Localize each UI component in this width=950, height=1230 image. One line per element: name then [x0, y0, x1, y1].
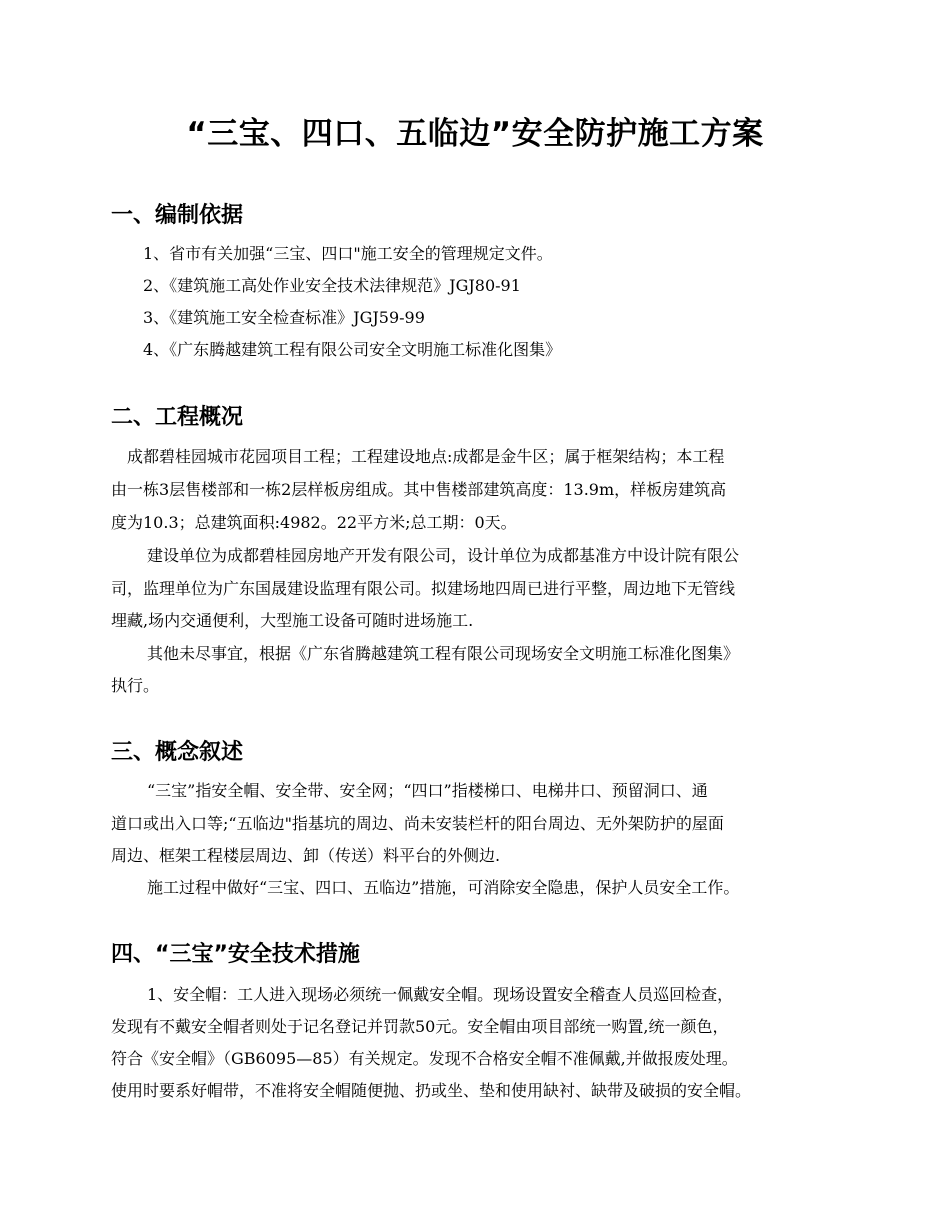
paragraph-line: 3、《建筑施工安全检查标准》JGJ59-99: [143, 308, 425, 327]
paragraph-line: 执行。: [111, 676, 160, 695]
paragraph-line: 1、省市有关加强“三宝、四口"施工安全的管理规定文件。: [143, 244, 553, 263]
paragraph-line: 度为10.3；总建筑面积:4982。22平方米;总工期：0天。: [111, 513, 517, 532]
paragraph-line: 2、《建筑施工高处作业安全技术法律规范》JGJ80-91: [143, 276, 521, 295]
paragraph-line: 埋藏,场内交通便利，大型施工设备可随时进场施工.: [111, 611, 474, 630]
paragraph-line: 发现有不戴安全帽者则处于记名登记并罚款50元。安全帽由项目部统一购置,统一颜色，: [111, 1017, 729, 1036]
paragraph-line: 符合《安全帽》（GB6095—85）有关规定。发现不合格安全帽不准佩戴,并做报废处理。: [111, 1049, 738, 1068]
paragraph-line: 道口或出入口等;“五临边"指基坑的周边、尚未安装栏杆的阳台周边、无外架防护的屋面: [111, 814, 724, 833]
paragraph-line: “三宝”指安全帽、安全带、安全网；“四口”指楼梯口、电梯井口、预留洞口、通: [147, 781, 708, 800]
paragraph-line: 由一栋3层售楼部和一栋2层样板房组成。其中售楼部建筑高度：13.9m，样板房建筑高: [111, 480, 727, 499]
section-heading-concepts: 三、概念叙述: [111, 740, 244, 765]
paragraph-line: 成都碧桂园城市花园项目工程；工程建设地点:成都是金牛区；属于框架结构；本工程: [127, 447, 725, 466]
paragraph-line: 其他未尽事宜，根据《广东省腾越建筑工程有限公司现场安全文明施工标准化图集》: [147, 644, 740, 663]
section-heading-basis: 一、编制依据: [111, 203, 244, 228]
document-title: “三宝、四口、五临边”安全防护施工方案: [186, 116, 764, 152]
paragraph-line: 使用时要系好帽带，不准将安全帽随便抛、扔或坐、垫和使用缺衬、缺带及破损的安全帽。: [111, 1081, 752, 1100]
section-heading-overview: 二、工程概况: [111, 405, 244, 430]
paragraph-line: 建设单位为成都碧桂园房地产开发有限公司，设计单位为成都基准方中设计院有限公: [147, 546, 740, 565]
paragraph-line: 4、《广东腾越建筑工程有限公司安全文明施工标准化图集》: [143, 340, 562, 359]
paragraph-line: 施工过程中做好“三宝、四口、五临边”措施，可消除安全隐患，保护人员安全工作。: [147, 878, 740, 897]
paragraph-line: 1、安全帽：工人进入现场必须统一佩戴安全帽。现场设置安全稽查人员巡回检查，: [147, 985, 734, 1004]
paragraph-line: 司，监理单位为广东国晟建设监理有限公司。拟建场地四周已进行平整，周边地下无管线: [111, 579, 736, 598]
paragraph-line: 周边、框架工程楼层周边、卸（传送）料平台的外侧边.: [111, 846, 501, 865]
section-heading-three-treasures: 四、“三宝”安全技术措施: [111, 942, 360, 967]
